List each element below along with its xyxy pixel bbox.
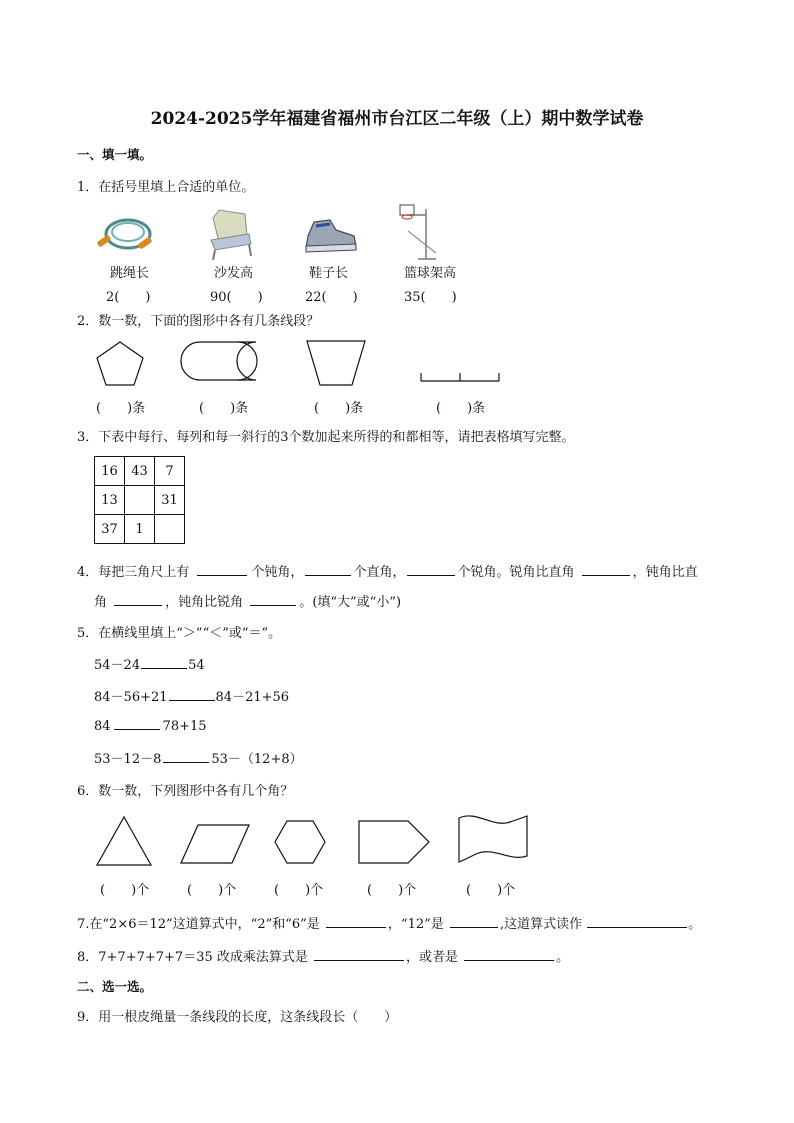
- line-segments-shape: [420, 370, 500, 384]
- q7-text-b: ，“12”是: [387, 917, 444, 932]
- answer-flag[interactable]: ( )个: [466, 883, 516, 898]
- question-6-text: 6．数一数，下列图形中各有几个角？: [77, 784, 294, 799]
- curved-shape: [180, 341, 260, 381]
- hexagon-shape: [274, 820, 326, 864]
- compare-blank[interactable]: [163, 750, 209, 763]
- q4-blank-acute-vs-right[interactable]: [582, 563, 630, 576]
- section-1-heading: 一、填一填。: [77, 147, 153, 162]
- answer-hoop[interactable]: 35( ): [404, 290, 457, 305]
- q4-text-f: 角: [94, 595, 108, 610]
- compare-left: 84－56+21: [94, 690, 168, 705]
- compare-left: 53－12－8: [94, 752, 162, 767]
- cell-r2c1: 13: [95, 486, 125, 515]
- answer-triangle[interactable]: ( )个: [100, 883, 150, 898]
- answer-parallelogram[interactable]: ( )个: [187, 883, 237, 898]
- label-shoe: 鞋子长: [309, 266, 349, 281]
- compare-left: 54－24: [94, 658, 141, 673]
- cell-r1c1: 16: [95, 457, 125, 486]
- q4-text-g: ，钝角比锐角: [165, 595, 244, 610]
- question-2-text: 2．数一数，下面的图形中各有几条线段？: [77, 314, 320, 329]
- jump-rope-icon: [94, 210, 158, 258]
- magic-square-table: [94, 456, 185, 544]
- q7-blank-factors[interactable]: [326, 915, 386, 928]
- q4-text-e: ，钝角比直: [632, 565, 698, 580]
- compare-blank[interactable]: [141, 656, 187, 669]
- basketball-hoop-icon: [398, 203, 440, 261]
- question-7: [77, 913, 701, 932]
- shoe-icon: [302, 214, 360, 256]
- compare-right: 54: [188, 658, 205, 673]
- q4-blank-obtuse[interactable]: [197, 563, 247, 576]
- pentagon-shape: [94, 340, 146, 388]
- parallelogram-shape: [180, 824, 250, 864]
- question-4-line-2: [94, 591, 401, 610]
- section-2-heading: 二、选一选。: [77, 979, 153, 994]
- q4-blank-right[interactable]: [305, 563, 351, 576]
- cell-r2c3: 31: [155, 486, 185, 515]
- compare-right: 53－（12+8）: [211, 752, 303, 767]
- sofa-icon: [205, 204, 257, 262]
- q4-text-d: 个锐角。锐角比直角: [457, 565, 575, 580]
- answer-sofa[interactable]: 90( ): [210, 290, 263, 305]
- answer-segments[interactable]: ( )条: [436, 401, 486, 416]
- cell-r1c3: 7: [155, 457, 185, 486]
- q8-blank-multiplication-2[interactable]: [464, 948, 554, 961]
- compare-blank[interactable]: [114, 717, 160, 730]
- answer-arrow[interactable]: ( )个: [367, 883, 417, 898]
- question-9-text: 9．用一根皮绳量一条线段的长度，这条线段长（ ）: [77, 1010, 398, 1025]
- question-1-text: 1．在括号里填上合适的单位。: [77, 180, 255, 195]
- answer-curved[interactable]: ( )条: [199, 401, 249, 416]
- question-4-line-1: [77, 561, 698, 580]
- cell-r3c2: 1: [125, 515, 155, 544]
- q4-text-b: 个钝角，: [251, 565, 304, 580]
- compare-row-4: [94, 748, 303, 767]
- q8-text-a: 8．7+7+7+7+7＝35 改成乘法算式是: [77, 950, 308, 965]
- compare-row-1: [94, 654, 205, 673]
- compare-blank[interactable]: [169, 688, 215, 701]
- q7-text-a: 7.在“2×6＝12”这道算式中，“2”和“6”是: [77, 917, 320, 932]
- q7-blank-read-as[interactable]: [587, 915, 687, 928]
- q8-text-b: ，或者是: [406, 950, 459, 965]
- answer-jump-rope[interactable]: 2( ): [106, 290, 151, 305]
- q7-text-d: 。: [688, 917, 702, 932]
- answer-hexagon[interactable]: ( )个: [274, 883, 324, 898]
- q8-blank-multiplication-1[interactable]: [314, 948, 404, 961]
- compare-row-2: [94, 686, 289, 705]
- wavy-flag-shape: [458, 814, 528, 866]
- answer-trapezoid[interactable]: ( )条: [314, 401, 364, 416]
- label-hoop: 篮球架高: [404, 266, 457, 281]
- q4-blank-obtuse-vs-right[interactable]: [114, 593, 162, 606]
- q8-text-c: 。: [556, 950, 570, 965]
- cell-r1c2: 43: [125, 457, 155, 486]
- page-title: 2024-2025学年福建省福州市台江区二年级（上）期中数学试卷: [150, 109, 644, 129]
- compare-right: 78+15: [162, 719, 207, 734]
- compare-left: 84: [94, 719, 111, 734]
- q4-blank-acute[interactable]: [407, 563, 455, 576]
- label-jump-rope: 跳绳长: [110, 266, 150, 281]
- q4-blank-obtuse-vs-acute[interactable]: [250, 593, 296, 606]
- cell-r3c3[interactable]: [155, 515, 185, 544]
- cell-r3c1: 37: [95, 515, 125, 544]
- label-sofa: 沙发高: [214, 266, 254, 281]
- question-3-text: 3．下表中每行、每列和每一斜行的3个数加起来所得的和都相等，请把表格填写完整。: [77, 430, 575, 445]
- answer-shoe[interactable]: 22( ): [305, 290, 358, 305]
- pentagon-arrow-shape: [358, 820, 430, 864]
- triangle-shape: [96, 816, 152, 866]
- compare-row-3: [94, 717, 207, 734]
- question-8: [77, 946, 569, 965]
- trapezoid-shape: [306, 340, 366, 386]
- q7-text-c: ,这道算式读作: [499, 917, 583, 932]
- q4-text-a: 4．每把三角尺上有: [77, 565, 190, 580]
- question-5-text: 5．在横线里填上“＞”“＜”或“＝”。: [77, 626, 282, 641]
- compare-right: 84－21+56: [215, 690, 290, 705]
- q7-blank-product[interactable]: [450, 915, 498, 928]
- q4-text-c: 个直角，: [353, 565, 406, 580]
- q4-text-h: 。(填“大”或“小”): [299, 595, 402, 610]
- cell-r2c2[interactable]: [125, 486, 155, 515]
- answer-pentagon[interactable]: ( )条: [96, 401, 146, 416]
